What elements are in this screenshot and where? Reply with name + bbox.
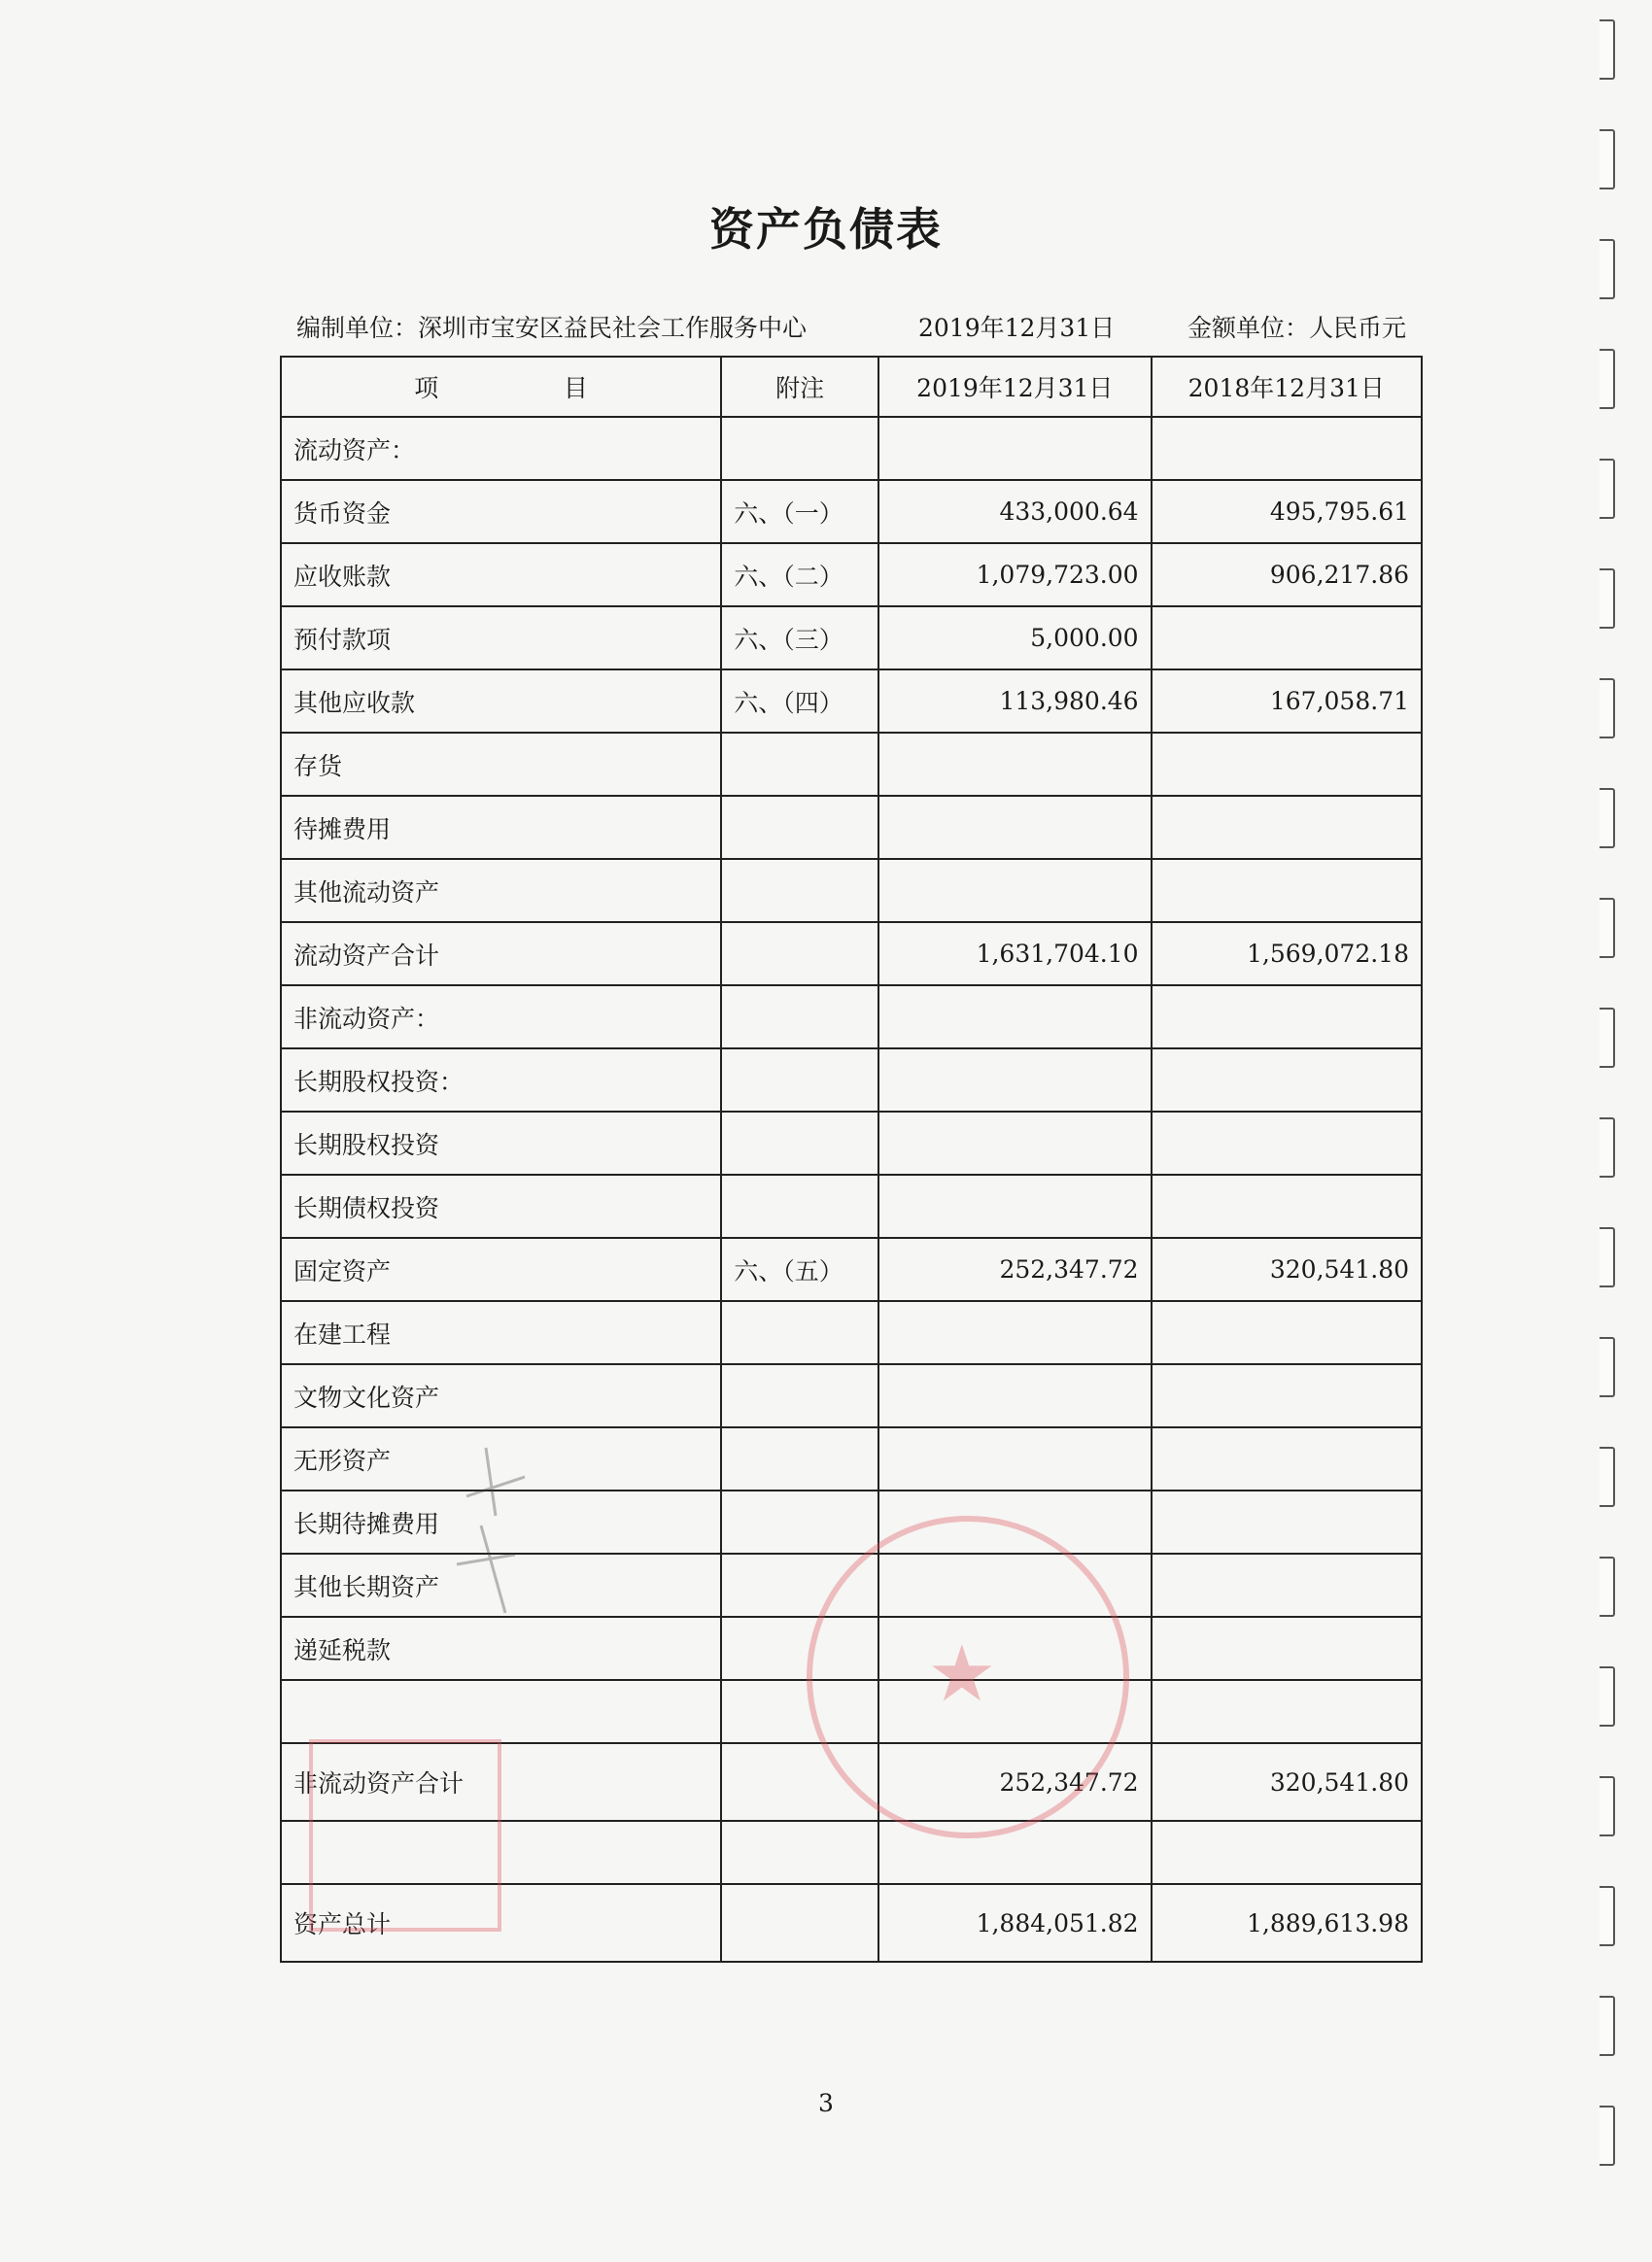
row-item: 待摊费用 bbox=[281, 796, 721, 859]
row-note bbox=[721, 417, 878, 480]
row-note: 六、（三） bbox=[721, 606, 878, 669]
row-value-2018 bbox=[1152, 733, 1422, 796]
row-value-2018 bbox=[1152, 1301, 1422, 1364]
row-value-2018 bbox=[1152, 1821, 1422, 1884]
row-note bbox=[721, 985, 878, 1048]
row-value-2019: 113,980.46 bbox=[878, 669, 1152, 733]
row-item: 无形资产 bbox=[281, 1427, 721, 1491]
table-row bbox=[281, 606, 1422, 669]
table-row bbox=[281, 985, 1422, 1048]
row-value-2018: 495,795.61 bbox=[1152, 480, 1422, 543]
table-row bbox=[281, 1301, 1422, 1364]
row-value-2019: 1,631,704.10 bbox=[878, 922, 1152, 985]
binding-hole bbox=[1600, 1886, 1615, 1946]
row-value-2019: 1,884,051.82 bbox=[878, 1884, 1152, 1962]
binding-hole bbox=[1600, 1227, 1615, 1287]
row-value-2018: 906,217.86 bbox=[1152, 543, 1422, 606]
row-item: 非流动资产： bbox=[281, 985, 721, 1048]
currency-unit: 金额单位：人民币元 bbox=[1187, 314, 1407, 342]
row-item: 流动资产： bbox=[281, 417, 721, 480]
row-value-2019: 433,000.64 bbox=[878, 480, 1152, 543]
row-value-2019 bbox=[878, 733, 1152, 796]
row-note bbox=[721, 1364, 878, 1427]
handwritten-signature bbox=[428, 1438, 544, 1632]
row-value-2019: 1,079,723.00 bbox=[878, 543, 1152, 606]
row-value-2019 bbox=[878, 1048, 1152, 1112]
table-row bbox=[281, 1048, 1422, 1112]
header-note: 附注 bbox=[721, 357, 878, 417]
table-row bbox=[281, 1112, 1422, 1175]
row-note bbox=[721, 922, 878, 985]
binding-hole bbox=[1600, 1008, 1615, 1068]
row-value-2018 bbox=[1152, 1554, 1422, 1617]
table-row bbox=[281, 417, 1422, 480]
row-item: 其他长期资产 bbox=[281, 1554, 721, 1617]
binding-hole bbox=[1600, 1557, 1615, 1617]
header-2018: 2018年12月31日 bbox=[1152, 357, 1422, 417]
row-value-2018: 320,541.80 bbox=[1152, 1743, 1422, 1821]
row-item bbox=[281, 1680, 721, 1743]
row-value-2019 bbox=[878, 417, 1152, 480]
page-number: 3 bbox=[818, 2089, 834, 2117]
row-value-2019 bbox=[878, 859, 1152, 922]
table-row bbox=[281, 1364, 1422, 1427]
row-value-2018 bbox=[1152, 606, 1422, 669]
binding-hole bbox=[1600, 459, 1615, 519]
row-item: 递延税款 bbox=[281, 1617, 721, 1680]
row-item: 固定资产 bbox=[281, 1238, 721, 1301]
row-note bbox=[721, 1427, 878, 1491]
row-item: 预付款项 bbox=[281, 606, 721, 669]
row-value-2018: 1,569,072.18 bbox=[1152, 922, 1422, 985]
binding-hole bbox=[1600, 19, 1615, 80]
row-value-2019 bbox=[878, 1112, 1152, 1175]
row-item: 长期待摊费用 bbox=[281, 1491, 721, 1554]
row-value-2018: 1,889,613.98 bbox=[1152, 1884, 1422, 1962]
table-row bbox=[281, 922, 1422, 985]
row-note: 六、（五） bbox=[721, 1238, 878, 1301]
row-value-2018 bbox=[1152, 985, 1422, 1048]
row-note bbox=[721, 1491, 878, 1554]
row-value-2018: 167,058.71 bbox=[1152, 669, 1422, 733]
row-value-2019 bbox=[878, 1364, 1152, 1427]
table-row bbox=[281, 733, 1422, 796]
row-note bbox=[721, 859, 878, 922]
row-value-2019: 252,347.72 bbox=[878, 1238, 1152, 1301]
row-value-2018 bbox=[1152, 1112, 1422, 1175]
row-note: 六、（四） bbox=[721, 669, 878, 733]
header-2019: 2019年12月31日 bbox=[878, 357, 1152, 417]
official-stamp bbox=[807, 1516, 1129, 1838]
row-value-2018 bbox=[1152, 796, 1422, 859]
row-note bbox=[721, 733, 878, 796]
row-note bbox=[721, 1301, 878, 1364]
table-row bbox=[281, 796, 1422, 859]
row-note: 六、（一） bbox=[721, 480, 878, 543]
row-value-2018 bbox=[1152, 1364, 1422, 1427]
table-row bbox=[281, 1238, 1422, 1301]
header-item-a: 项 bbox=[414, 374, 439, 402]
row-note bbox=[721, 1821, 878, 1884]
row-note: 六、（二） bbox=[721, 543, 878, 606]
row-value-2019 bbox=[878, 1301, 1152, 1364]
row-note bbox=[721, 1175, 878, 1238]
row-value-2018 bbox=[1152, 417, 1422, 480]
row-value-2018 bbox=[1152, 1680, 1422, 1743]
row-value-2018 bbox=[1152, 1175, 1422, 1238]
binding-hole bbox=[1600, 1117, 1615, 1178]
row-note bbox=[721, 796, 878, 859]
binding-hole bbox=[1600, 1337, 1615, 1397]
row-value-2019: 252,347.72 bbox=[878, 1743, 1152, 1821]
binding-hole bbox=[1600, 349, 1615, 409]
row-note bbox=[721, 1048, 878, 1112]
row-item: 长期股权投资 bbox=[281, 1112, 721, 1175]
row-item: 其他流动资产 bbox=[281, 859, 721, 922]
row-value-2018 bbox=[1152, 1491, 1422, 1554]
row-value-2018 bbox=[1152, 859, 1422, 922]
row-item: 其他应收款 bbox=[281, 669, 721, 733]
row-item: 文物文化资产 bbox=[281, 1364, 721, 1427]
row-value-2018 bbox=[1152, 1048, 1422, 1112]
binding-hole bbox=[1600, 1776, 1615, 1836]
row-item: 存货 bbox=[281, 733, 721, 796]
row-item: 长期股权投资： bbox=[281, 1048, 721, 1112]
table-row bbox=[281, 543, 1422, 606]
binding-hole bbox=[1600, 1996, 1615, 2056]
binding-hole bbox=[1600, 678, 1615, 738]
table-row bbox=[281, 1175, 1422, 1238]
row-note bbox=[721, 1884, 878, 1962]
row-item: 非流动资产合计 bbox=[281, 1743, 721, 1821]
row-value-2019: 5,000.00 bbox=[878, 606, 1152, 669]
row-item: 在建工程 bbox=[281, 1301, 721, 1364]
row-value-2018 bbox=[1152, 1617, 1422, 1680]
row-value-2018: 320,541.80 bbox=[1152, 1238, 1422, 1301]
binding-holes bbox=[1600, 19, 1623, 2245]
report-date: 2019年12月31日 bbox=[918, 314, 1116, 342]
table-row bbox=[281, 480, 1422, 543]
row-value-2018 bbox=[1152, 1427, 1422, 1491]
row-value-2019 bbox=[878, 985, 1152, 1048]
table-row bbox=[281, 859, 1422, 922]
row-item: 资产总计 bbox=[281, 1884, 721, 1962]
table-header-row bbox=[281, 357, 1422, 417]
row-item: 长期债权投资 bbox=[281, 1175, 721, 1238]
binding-hole bbox=[1600, 1666, 1615, 1727]
reporting-entity: 编制单位：深圳市宝安区益民社会工作服务中心 bbox=[296, 314, 808, 342]
header-item bbox=[281, 357, 721, 417]
binding-hole bbox=[1600, 568, 1615, 629]
header-item-b: 目 bbox=[563, 374, 588, 402]
row-item: 流动资产合计 bbox=[281, 922, 721, 985]
binding-hole bbox=[1600, 1447, 1615, 1507]
page-title: 资产负债表 bbox=[709, 203, 943, 256]
row-note bbox=[721, 1112, 878, 1175]
binding-hole bbox=[1600, 898, 1615, 958]
row-value-2019 bbox=[878, 1427, 1152, 1491]
table-row bbox=[281, 669, 1422, 733]
personal-seal bbox=[309, 1739, 501, 1932]
binding-hole bbox=[1600, 129, 1615, 189]
row-item: 应收账款 bbox=[281, 543, 721, 606]
binding-hole bbox=[1600, 788, 1615, 848]
row-item: 货币资金 bbox=[281, 480, 721, 543]
row-value-2019 bbox=[878, 1175, 1152, 1238]
row-value-2019 bbox=[878, 796, 1152, 859]
